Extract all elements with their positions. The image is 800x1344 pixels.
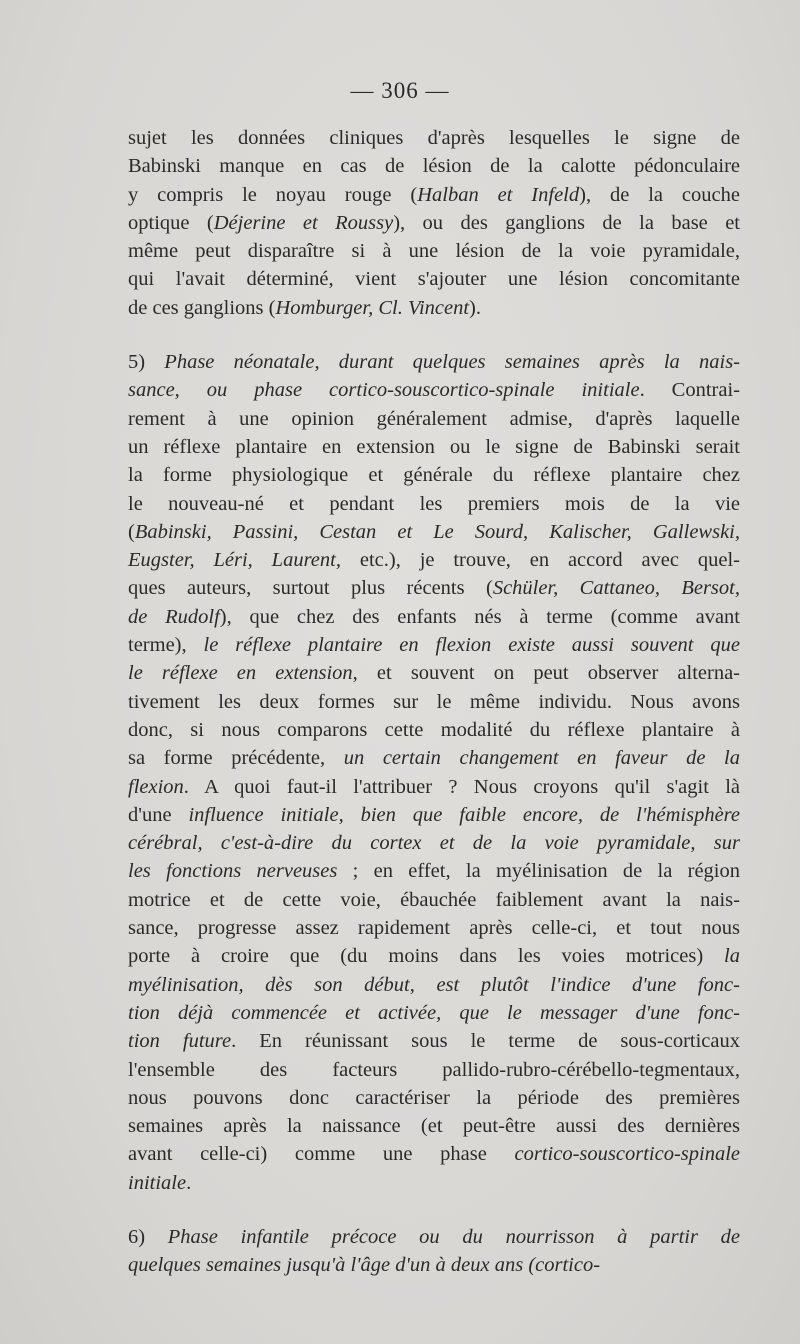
text-line <box>128 546 740 574</box>
italic-segment: cérébral, c'est-à-dire du cortex et de la voie pyramidale, sur <box>128 832 740 855</box>
paragraph <box>128 348 740 1197</box>
text-line <box>128 1112 740 1140</box>
text-line <box>128 942 740 970</box>
text-segment: ). <box>469 296 481 319</box>
text-line <box>128 518 740 546</box>
text-line <box>128 1169 740 1197</box>
italic-segment: cortico-souscortico-spinale <box>514 1143 740 1166</box>
text-segment: avant celle-ci) comme une phase <box>128 1143 515 1166</box>
text-line <box>128 405 740 433</box>
text-segment: . Contrai- <box>639 379 740 402</box>
text-segment: semaines après la naissance (et peut-être aussi des dernières <box>128 1115 740 1138</box>
text-segment: ques auteurs, surtout plus récents ( <box>128 577 493 600</box>
text-segment: Babinski manque en cas de lésion de la calotte pédonculaire <box>128 155 740 178</box>
italic-segment: les fonctions nerveuses <box>128 860 338 883</box>
text-segment: ; en effet, la myélinisation de la région <box>337 860 740 883</box>
italic-segment: quelques semaines jusqu'à l'âge d'un à deux ans (cortico- <box>128 1254 601 1277</box>
text-line <box>128 971 740 999</box>
text-segment: ( <box>128 520 135 543</box>
italic-segment: le réflexe en extension <box>128 662 353 685</box>
text-line <box>128 886 740 914</box>
paragraph-gap <box>128 322 740 348</box>
text-line <box>128 152 740 180</box>
text-line <box>128 716 740 744</box>
text-segment: sa forme précédente, <box>128 747 344 770</box>
italic-segment: Babinski, Passini, Cestan et Le Sourd, Kalischer, Gallewski, <box>134 520 740 543</box>
text-line <box>128 237 740 265</box>
text-line <box>128 294 740 322</box>
body-text <box>128 124 740 1280</box>
text-line <box>128 631 740 659</box>
text-line <box>128 1140 740 1168</box>
text-segment: même peut disparaître si à une lésion de la voie pyramidale, <box>128 240 740 263</box>
text-line <box>128 124 740 152</box>
italic-segment: sance, ou phase cortico-souscortico-spinale initiale <box>128 379 640 402</box>
text-segment: ), que chez des enfants nés à terme (comme avant <box>219 605 741 628</box>
text-line <box>128 659 740 687</box>
text-segment: rement à une opinion généralement admise, d'après laquelle <box>128 407 740 430</box>
text-segment: de ces ganglions ( <box>128 296 276 319</box>
text-line <box>128 857 740 885</box>
text-segment: donc, si nous comparons cette modalité du réflexe plantaire à <box>128 718 740 741</box>
text-segment: , et souvent on peut observer alterna- <box>352 662 741 685</box>
text-line <box>128 801 740 829</box>
text-line <box>128 376 740 404</box>
italic-segment: Déjerine et Roussy <box>213 211 394 234</box>
text-line <box>128 433 740 461</box>
page-number: — 306 — <box>350 78 450 103</box>
italic-segment: Phase néonatale, durant quelques semaines après la nais- <box>164 351 741 374</box>
paragraph <box>128 1223 740 1280</box>
italic-segment: myélinisation, dès son début, est plutôt l'indice d'une fonc- <box>128 973 740 996</box>
paragraph-gap <box>128 1197 740 1223</box>
italic-segment: de Rudolf <box>128 605 220 628</box>
italic-segment: tion future <box>128 1030 232 1053</box>
text-segment: nous pouvons donc caractériser la période des premières <box>128 1086 740 1109</box>
text-segment: la forme physiologique et générale du réflexe plantaire chez <box>128 464 740 487</box>
text-line <box>128 1056 740 1084</box>
text-segment: motrice et de cette voie, ébauchée faiblement avant la nais- <box>128 888 740 911</box>
text-segment: . En réunissant sous le terme de sous-corticaux <box>231 1030 740 1053</box>
text-line <box>128 744 740 772</box>
text-line <box>128 773 740 801</box>
text-segment: qui l'avait déterminé, vient s'ajouter une lésion concomitante <box>128 268 740 291</box>
text-segment: 5) <box>128 351 165 374</box>
italic-segment: Eugster, Léri, Laurent, <box>128 549 341 572</box>
text-line <box>128 603 740 631</box>
text-line <box>128 574 740 602</box>
text-segment: . A quoi faut-il l'attribuer ? Nous croyons qu'il s'agit là <box>183 775 740 798</box>
text-segment: l'ensemble des facteurs pallido-rubro-cérébello-tegmentaux, <box>128 1058 740 1081</box>
italic-segment: Phase infantile précoce ou du nourrisson à partir de <box>167 1225 740 1248</box>
italic-segment: influence initiale, bien que faible encore, de l'hémisphère <box>188 803 740 826</box>
text-line <box>128 688 740 716</box>
italic-segment: la <box>724 945 740 968</box>
text-segment: 6) <box>128 1225 168 1248</box>
text-line <box>128 999 740 1027</box>
italic-segment: un certain changement en faveur de la <box>343 747 740 770</box>
text-segment: un réflexe plantaire en extension ou le signe de Babinski serait <box>128 435 740 458</box>
text-segment: ), ou des ganglions de la base et <box>393 211 740 234</box>
text-segment: tivement les deux formes sur le même individu. Nous avons <box>128 690 740 713</box>
italic-segment: flexion <box>128 775 184 798</box>
italic-segment: initiale <box>128 1171 187 1194</box>
text-segment: le nouveau-né et pendant les premiers mois de la vie <box>128 492 740 515</box>
text-segment: sance, progresse assez rapidement après celle-ci, et tout nous <box>128 917 740 940</box>
text-line <box>128 1251 740 1279</box>
text-line <box>128 265 740 293</box>
italic-segment: le réflexe plantaire en flexion existe aussi souvent que <box>203 634 740 657</box>
italic-segment: Schüler, Cattaneo, Bersot, <box>492 577 740 600</box>
text-line <box>128 348 740 376</box>
text-segment: etc.), je trouve, en accord avec quel- <box>340 549 740 572</box>
text-line <box>128 461 740 489</box>
text-segment: optique ( <box>128 211 214 234</box>
text-line <box>128 914 740 942</box>
text-line <box>128 181 740 209</box>
text-segment: . <box>186 1171 192 1194</box>
text-line <box>128 490 740 518</box>
text-line <box>128 1223 740 1251</box>
text-segment: porte à croire que (du moins dans les voies motrices) <box>128 945 725 968</box>
text-line <box>128 209 740 237</box>
text-segment: d'une <box>128 803 189 826</box>
text-line <box>128 1027 740 1055</box>
text-segment: sujet les données cliniques d'après lesquelles le signe de <box>128 127 740 149</box>
text-segment: y compris le noyau rouge ( <box>128 183 418 206</box>
italic-segment: Homburger, Cl. Vincent <box>275 296 470 319</box>
text-line <box>128 1084 740 1112</box>
italic-segment: tion déjà commencée et activée, que le messager d'une fonc- <box>128 1001 740 1024</box>
paragraph <box>128 124 740 322</box>
italic-segment: Halban et Infeld <box>417 183 580 206</box>
text-segment: ), de la couche <box>579 183 740 206</box>
text-segment: terme), <box>128 634 204 657</box>
text-line <box>128 829 740 857</box>
